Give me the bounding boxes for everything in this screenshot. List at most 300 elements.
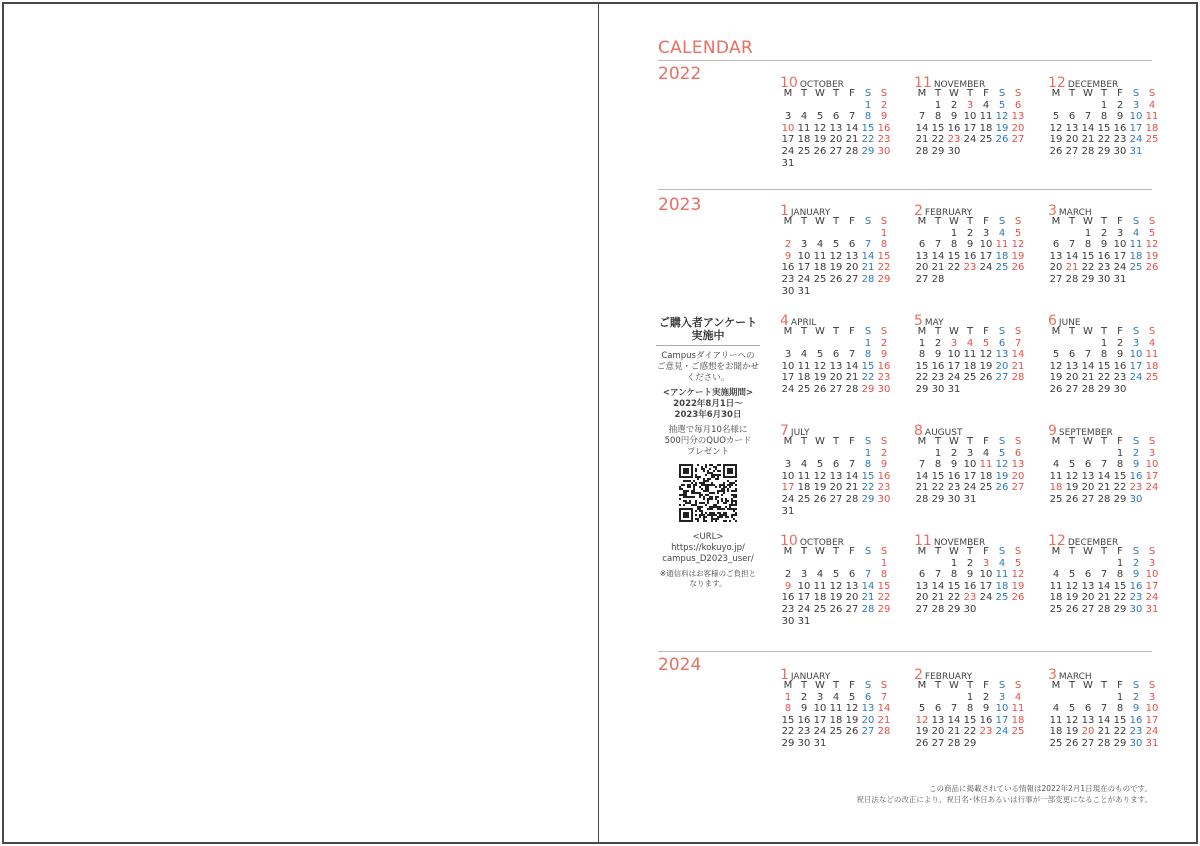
day-cell: 25 (797, 493, 811, 505)
day-cell: 10 (979, 569, 993, 581)
day-cell: 17 (781, 134, 795, 146)
day-cell: 24 (1145, 482, 1159, 494)
day-cell: 14 (931, 580, 945, 592)
day-cell: 19 (1011, 580, 1025, 592)
weekday-header: T (966, 88, 974, 99)
month-number: 3 (1048, 667, 1057, 683)
empty-cell (1080, 338, 1096, 350)
day-cell: 11 (995, 239, 1009, 251)
weekday-header: S (1148, 436, 1156, 447)
day-cell: 16 (1113, 122, 1127, 134)
weekday-header: T (1068, 88, 1076, 99)
day-cell: 22 (1113, 482, 1127, 494)
day-cell: 23 (781, 603, 795, 615)
day-cell: 31 (797, 285, 811, 297)
day-cell: 30 (1129, 493, 1143, 505)
weekday-header: M (783, 216, 793, 227)
weekday-header: F (983, 88, 989, 99)
day-cell: 20 (1081, 592, 1095, 604)
day-cell: 13 (1081, 470, 1095, 482)
day-cell: 7 (1100, 459, 1108, 471)
day-cell: 11 (995, 569, 1009, 581)
month-header (914, 72, 1024, 91)
divider (658, 189, 1152, 190)
day-cell: 19 (1065, 592, 1079, 604)
day-cell: 30 (931, 383, 945, 395)
weekday-header: S (998, 436, 1006, 447)
weekday-header: F (1117, 436, 1123, 447)
day-cell: 15 (931, 470, 945, 482)
day-cell: 28 (861, 603, 875, 615)
day-cell: 24 (979, 592, 993, 604)
month-number: 5 (914, 313, 923, 329)
day-cell: 29 (1097, 383, 1111, 395)
day-cell: 20 (931, 726, 945, 738)
empty-cell (1096, 692, 1112, 704)
month-name: DECEMBER (1067, 80, 1119, 90)
weekday-header: F (1117, 88, 1123, 99)
day-cell: 21 (845, 134, 859, 146)
day-cell: 25 (1145, 372, 1159, 384)
day-cell: 8 (880, 239, 888, 251)
day-cell: 4 (800, 349, 808, 361)
day-cell: 1 (1100, 337, 1108, 349)
day-cell: 6 (1014, 99, 1022, 111)
weekday-header: S (1148, 546, 1156, 557)
month-header (780, 310, 890, 329)
weekday-header: S (1148, 216, 1156, 227)
day-cell: 2 (1116, 337, 1124, 349)
empty-cell (930, 692, 946, 704)
day-cell: 29 (861, 383, 875, 395)
day-cell: 1 (864, 337, 872, 349)
day-cell: 17 (1145, 580, 1159, 592)
day-cell: 17 (1129, 122, 1143, 134)
day-cell: 16 (1129, 714, 1143, 726)
survey-divider (656, 345, 760, 346)
day-cell: 22 (1113, 726, 1127, 738)
month-calendar (914, 420, 1024, 506)
day-cell: 24 (963, 134, 977, 146)
month-number: 2 (914, 667, 923, 683)
weekday-header: T (800, 546, 808, 557)
weekday-header: T (1100, 326, 1108, 337)
day-cell: 5 (998, 447, 1006, 459)
day-cell: 4 (1132, 227, 1140, 239)
weekday-header: T (832, 88, 840, 99)
day-cell: 10 (781, 360, 795, 372)
calendar-title: CALENDAR (658, 38, 754, 58)
day-cell: 12 (813, 122, 827, 134)
day-cell: 4 (1052, 569, 1060, 581)
day-cell: 16 (947, 470, 961, 482)
empty-cell (828, 100, 844, 112)
day-cell: 12 (1011, 239, 1025, 251)
weekday-header: S (1132, 326, 1140, 337)
weekday-header: T (934, 88, 942, 99)
day-cell: 27 (931, 737, 945, 749)
weekday-header: S (998, 88, 1006, 99)
weekday-header: F (983, 326, 989, 337)
day-cell: 1 (1116, 447, 1124, 459)
day-cell: 20 (1011, 470, 1025, 482)
day-cell: 1 (918, 337, 926, 349)
day-cell: 10 (1145, 703, 1159, 715)
weekday-header: F (1117, 680, 1123, 691)
day-cell: 17 (1145, 470, 1159, 482)
day-cell: 19 (979, 360, 993, 372)
day-cell: 12 (1145, 239, 1159, 251)
day-cell: 5 (982, 337, 990, 349)
day-cell: 9 (950, 111, 958, 123)
day-cell: 8 (1116, 569, 1124, 581)
month-calendar (780, 530, 890, 627)
month-calendar (1048, 530, 1158, 616)
day-cell: 23 (963, 262, 977, 274)
empty-cell (780, 558, 796, 570)
day-cell: 7 (934, 569, 942, 581)
day-cell: 20 (845, 592, 859, 604)
day-cell: 18 (1049, 482, 1063, 494)
day-cell: 25 (979, 134, 993, 146)
weekday-header: S (998, 216, 1006, 227)
day-cell: 17 (797, 592, 811, 604)
day-cell: 27 (1049, 273, 1063, 285)
empty-cell (914, 558, 930, 570)
day-cell: 13 (1065, 122, 1079, 134)
day-cell: 17 (813, 714, 827, 726)
day-cell: 13 (845, 250, 859, 262)
month-number: 12 (1048, 75, 1066, 91)
empty-cell (1064, 692, 1080, 704)
empty-cell (1048, 692, 1064, 704)
day-cell: 6 (832, 349, 840, 361)
day-cell: 26 (829, 273, 843, 285)
day-cell: 13 (829, 360, 843, 372)
day-cell: 12 (1011, 569, 1025, 581)
day-cell: 31 (1129, 145, 1143, 157)
day-cell: 18 (813, 262, 827, 274)
day-cell: 28 (1081, 145, 1095, 157)
day-cell: 10 (1129, 111, 1143, 123)
day-cell: 17 (963, 122, 977, 134)
day-cell: 13 (931, 714, 945, 726)
month-calendar (780, 310, 890, 396)
month-name: MARCH (1058, 672, 1092, 682)
day-cell: 19 (1065, 726, 1079, 738)
day-cell: 17 (1145, 714, 1159, 726)
day-cell: 11 (829, 703, 843, 715)
weekday-header: M (917, 680, 927, 691)
day-cell: 8 (864, 459, 872, 471)
day-cell: 9 (880, 111, 888, 123)
day-cell: 7 (918, 459, 926, 471)
day-cell: 14 (861, 250, 875, 262)
weekday-header: T (800, 326, 808, 337)
weekday-header: W (1083, 680, 1093, 691)
day-cell: 15 (1081, 250, 1095, 262)
day-cell: 11 (1011, 703, 1025, 715)
day-cell: 5 (848, 691, 856, 703)
day-cell: 13 (1049, 250, 1063, 262)
day-cell: 2 (950, 99, 958, 111)
survey-url[interactable]: <URL> https://kokuyo.jp/ campus_D2023_user/ (662, 532, 754, 564)
day-cell: 21 (861, 262, 875, 274)
weekday-header: T (1100, 680, 1108, 691)
day-cell: 21 (1097, 482, 1111, 494)
day-cell: 5 (832, 569, 840, 581)
weekday-header: W (1083, 546, 1093, 557)
day-cell: 3 (998, 691, 1006, 703)
day-cell: 14 (947, 714, 961, 726)
day-cell: 12 (995, 111, 1009, 123)
weekday-header: S (880, 546, 888, 557)
day-cell: 8 (1116, 459, 1124, 471)
day-cell: 20 (1065, 372, 1079, 384)
day-cell: 17 (979, 580, 993, 592)
day-cell: 27 (845, 603, 859, 615)
day-cell: 1 (966, 691, 974, 703)
day-cell: 19 (995, 470, 1009, 482)
empty-cell (780, 338, 796, 350)
day-cell: 4 (1052, 459, 1060, 471)
day-cell: 1 (934, 447, 942, 459)
day-cell: 11 (979, 111, 993, 123)
day-cell: 2 (1116, 99, 1124, 111)
empty-cell (844, 100, 860, 112)
day-grid (1048, 546, 1158, 616)
day-cell: 10 (781, 122, 795, 134)
day-cell: 1 (950, 557, 958, 569)
day-cell: 18 (963, 360, 977, 372)
day-cell: 31 (797, 615, 811, 627)
day-cell: 24 (1129, 134, 1143, 146)
month-name: MARCH (1058, 208, 1092, 218)
weekday-header: S (1132, 436, 1140, 447)
day-cell: 15 (963, 714, 977, 726)
day-cell: 30 (877, 493, 891, 505)
weekday-header: T (934, 216, 942, 227)
empty-cell (812, 338, 828, 350)
month-calendar (1048, 72, 1158, 158)
day-cell: 24 (781, 145, 795, 157)
day-cell: 29 (1113, 493, 1127, 505)
day-cell: 5 (1014, 227, 1022, 239)
empty-cell (860, 228, 876, 240)
day-cell: 2 (880, 337, 888, 349)
weekday-header: F (983, 546, 989, 557)
day-cell: 22 (931, 134, 945, 146)
day-cell: 24 (979, 262, 993, 274)
day-cell: 23 (877, 372, 891, 384)
day-cell: 22 (781, 726, 795, 738)
weekday-header: S (864, 680, 872, 691)
weekday-header: S (1148, 88, 1156, 99)
empty-cell (914, 448, 930, 460)
day-cell: 5 (1052, 111, 1060, 123)
day-cell: 27 (915, 273, 929, 285)
day-cell: 16 (931, 360, 945, 372)
day-cell: 14 (1011, 349, 1025, 361)
weekday-header: W (815, 680, 825, 691)
day-cell: 27 (1081, 737, 1095, 749)
day-cell: 26 (979, 372, 993, 384)
day-cell: 30 (963, 603, 977, 615)
day-cell: 14 (845, 470, 859, 482)
day-cell: 14 (861, 580, 875, 592)
day-cell: 21 (931, 592, 945, 604)
day-cell: 28 (915, 145, 929, 157)
survey-title-sub: 実施中 (691, 329, 725, 342)
day-cell: 1 (784, 691, 792, 703)
month-name: AUGUST (924, 428, 963, 438)
weekday-header: T (966, 546, 974, 557)
weekday-header: S (1148, 680, 1156, 691)
day-cell: 11 (979, 459, 993, 471)
day-cell: 3 (982, 227, 990, 239)
day-cell: 6 (848, 239, 856, 251)
empty-cell (780, 100, 796, 112)
day-cell: 16 (877, 470, 891, 482)
weekday-header: T (800, 436, 808, 447)
empty-cell (844, 228, 860, 240)
day-cell: 25 (979, 482, 993, 494)
day-cell: 3 (784, 111, 792, 123)
day-cell: 18 (797, 134, 811, 146)
day-cell: 10 (1113, 239, 1127, 251)
day-cell: 8 (880, 569, 888, 581)
day-cell: 28 (877, 726, 891, 738)
weekday-header: S (880, 680, 888, 691)
weekday-header: F (849, 436, 855, 447)
weekday-header: T (1100, 436, 1108, 447)
month-calendar (914, 200, 1024, 286)
day-cell: 30 (1129, 603, 1143, 615)
weekday-header: S (864, 88, 872, 99)
empty-cell (844, 448, 860, 460)
day-cell: 11 (797, 470, 811, 482)
day-cell: 14 (1081, 360, 1095, 372)
month-number: 1 (780, 203, 789, 219)
day-cell: 9 (950, 459, 958, 471)
day-cell: 7 (950, 703, 958, 715)
day-cell: 16 (877, 122, 891, 134)
day-grid (780, 546, 890, 627)
day-cell: 27 (1065, 383, 1079, 395)
day-cell: 22 (1097, 134, 1111, 146)
survey-period: <アンケート実施期間> 2022年8月1日～ 2023年6月30日 (662, 388, 754, 420)
day-cell: 10 (947, 349, 961, 361)
month-number: 2 (914, 203, 923, 219)
day-cell: 9 (1132, 703, 1140, 715)
weekday-header: W (949, 546, 959, 557)
weekday-header: W (1083, 88, 1093, 99)
day-cell: 4 (832, 691, 840, 703)
weekday-header: M (783, 680, 793, 691)
day-cell: 15 (877, 580, 891, 592)
day-cell: 26 (1065, 603, 1079, 615)
day-cell: 5 (1068, 703, 1076, 715)
day-cell: 2 (784, 569, 792, 581)
month-calendar (780, 200, 890, 297)
day-cell: 30 (797, 737, 811, 749)
day-cell: 12 (1065, 580, 1079, 592)
empty-cell (1048, 448, 1064, 460)
day-cell: 6 (848, 569, 856, 581)
day-cell: 23 (1129, 482, 1143, 494)
day-cell: 24 (797, 603, 811, 615)
day-cell: 16 (963, 580, 977, 592)
day-cell: 29 (931, 145, 945, 157)
empty-cell (914, 692, 930, 704)
weekday-header: S (998, 680, 1006, 691)
day-cell: 13 (861, 703, 875, 715)
day-cell: 10 (963, 111, 977, 123)
day-cell: 25 (1011, 726, 1025, 738)
day-cell: 23 (1097, 262, 1111, 274)
day-cell: 26 (829, 603, 843, 615)
day-cell: 13 (995, 349, 1009, 361)
month-name: JANUARY (790, 208, 831, 218)
day-cell: 22 (1081, 262, 1095, 274)
day-cell: 29 (963, 737, 977, 749)
day-cell: 10 (1145, 569, 1159, 581)
day-cell: 2 (784, 239, 792, 251)
day-cell: 3 (816, 691, 824, 703)
month-calendar (914, 310, 1024, 396)
day-cell: 4 (966, 337, 974, 349)
survey-panel (652, 316, 764, 593)
day-grid (914, 436, 1024, 506)
day-cell: 28 (947, 737, 961, 749)
day-cell: 17 (979, 250, 993, 262)
month-header (914, 310, 1024, 329)
survey-prize: 抽選で毎月10名様に 500円分のQUOカード プレゼント (664, 425, 752, 457)
day-cell: 20 (1081, 726, 1095, 738)
day-cell: 31 (1145, 603, 1159, 615)
day-cell: 16 (1097, 250, 1111, 262)
day-grid (914, 680, 1024, 750)
day-cell: 5 (918, 703, 926, 715)
day-cell: 19 (1145, 250, 1159, 262)
empty-cell (1064, 100, 1080, 112)
month-header (780, 664, 890, 683)
empty-cell (796, 228, 812, 240)
day-cell: 13 (1081, 714, 1095, 726)
day-cell: 28 (845, 145, 859, 157)
day-cell: 7 (1068, 239, 1076, 251)
day-cell: 30 (1113, 383, 1127, 395)
day-cell: 6 (1052, 239, 1060, 251)
day-cell: 13 (1011, 459, 1025, 471)
day-grid (1048, 216, 1158, 286)
weekday-header: T (966, 216, 974, 227)
day-cell: 22 (963, 726, 977, 738)
month-number: 11 (914, 533, 932, 549)
day-cell: 19 (845, 714, 859, 726)
qr-code-icon[interactable] (679, 464, 737, 522)
day-cell: 8 (934, 459, 942, 471)
day-cell: 12 (829, 580, 843, 592)
day-cell: 30 (1097, 273, 1111, 285)
day-cell: 16 (1129, 580, 1143, 592)
month-header (780, 200, 890, 219)
day-grid (1048, 680, 1158, 750)
day-cell: 8 (934, 111, 942, 123)
day-cell: 15 (947, 580, 961, 592)
day-cell: 1 (880, 227, 888, 239)
weekday-header: T (934, 436, 942, 447)
